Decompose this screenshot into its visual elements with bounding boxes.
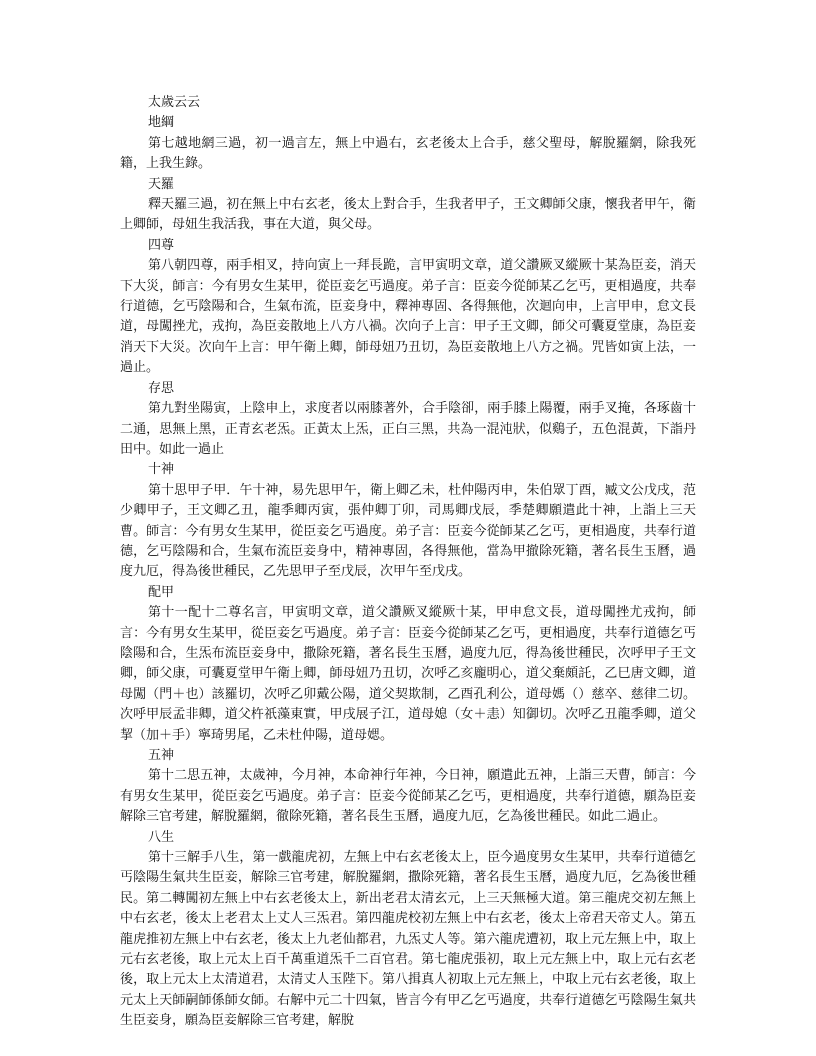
heading-shishen: 十神 — [148, 462, 175, 478]
paragraph-basheng: 第十三解手八生，第一戲龍虎初，左無上中右玄老後太上，臣今過度男女生某甲，共奉行道德乞丐陰陽生氣共生臣妾，解除三官考建，解脫羅網，撒除死籍，著名長生玉曆，過度九厄，乞為後世種民。第二轉闖初左無上中右玄老後太上，新出老君太清玄元，上三天無極大道。第三龍虎交初左無上中右玄老，後太上老君太上丈人三炁君。第四龍虎校初左無上中右玄老，後太上帝君天帝丈人。第五龍虎推初左無上中右玄老，後太上九老仙都君，九炁丈人等。第六龍虎遭初，取上元左無上中，取上元右玄老後，取上元太上百千萬重道炁千二百官君。第七龍虎張初，取上元左無上中，取上元右玄老後，取上元太上太清道君，太清丈人玉陛下。第八揖真人初取上元左無上，中取上元右玄老後，取上元太上天師嗣師係師女師。右解中元二十四氣，皆言今有甲乙乞丐過度，共奉行道德乞丐陰陽生氣共生臣妾身，願為臣妾解除三官考建，解脫 — [120, 850, 696, 1029]
paragraph-cunsi: 第九對坐陽寅，上陰申上，求度者以兩膝著外，合手陰卻，兩手膝上陽覆，兩手叉掩，各琢齒十二通，思無上黑，正青玄老炁。正黃太上炁，正白三黑，共為一混沌狀，似鷄子，五色混黃，下詣丹田中。如此一過止 — [120, 401, 696, 457]
document-page — [120, 93, 696, 1032]
paragraph-sizun: 第八朝四尊，兩手相叉，持向寅上一拜長跪，言甲寅明文章，道父讚厥叉縱厥十某為臣妾，消天下大災，師言：今有男女生某甲，從臣妾乞丐過度。弟子言：臣妾今從師某乙乞丐，更相過度，共奉行道德，乞丐陰陽和合，生氣布流，臣妾身中，釋神專固、各得無他，次迴向申，上言甲申，怠文長道，母闖挫尤，戎拘，為臣妾散地上八方八禍。次向子上言：甲子王文卿，師父可囊夏堂康，為臣妾消天下大災。次向午上言：甲午衛上卿，師母妞乃丑切，為臣妾散地上八方之禍。咒皆如寅上法，一過止。 — [120, 258, 696, 376]
heading-diwang: 地綱 — [148, 115, 175, 131]
heading-tianluo: 天羅 — [148, 176, 175, 192]
paragraph-tianluo: 釋天羅三過，初在無上中右玄老，後太上對合手，生我者甲子，王文卿師父康，懷我者甲午，衛上卿師，母妞生我活我，事在大道，與父母。 — [120, 197, 696, 233]
heading-peijia: 配甲 — [148, 584, 175, 600]
paragraph-shishen: 第十思甲子甲．午十神，易先思甲午，衛上卿乙未，杜仲陽丙申，朱伯眾丁酉，臧文公戊戌，范少卿甲子，王文卿乙丑，龍季卿丙寅，張仲卿丁卯，司馬卿戊辰，季楚卿願遣此十神，上詣上三天曹。師言：今有男女生某甲，從臣妾乞丐過度。弟子言：臣妾今從師某乙乞丐，更相過度，共奉行道德，乞丐陰陽和合，生氣布流臣妾身中，精神專固，各得無他，當為甲撤除死籍，著名長生玉曆，過度九厄，得為後世種民，乙先思甲子至戊辰，次甲午至戊戌。 — [120, 482, 696, 580]
heading-sizun: 四尊 — [148, 237, 175, 253]
heading-taisui: 太歲云云 — [148, 95, 201, 110]
heading-cunsi: 存思 — [148, 380, 175, 396]
paragraph-wushen: 第十二思五神，太歲神，今月神，本命神行年神，今日神，願遣此五神，上詣三天曹，師言：今有男女生某甲，從臣妾乞丐過度。弟子言：臣妾今從師某乙乞丐，更相過度，共奉行道德，願為臣妾解除三官考建，解脫羅網，徹除死籍，著名長生玉曆，過度九厄，乞為後世種民。如此二過止。 — [120, 768, 696, 825]
heading-wushen: 五神 — [148, 748, 175, 763]
heading-basheng: 八生 — [148, 829, 175, 845]
paragraph-peijia: 第十一配十二尊名言，甲寅明文章，道父讚厥叉縱厥十某，甲申怠文長，道母闖挫尤戎拘，師言：今有男女生某甲，從臣妾乞丐過度。弟子言：臣妾今從師某乙乞丐，更相過度，共奉行道德乞丐陰陽和合，生炁布流臣妾身中，撒除死籍，著名長生玉曆，過度九厄，得為後世種民，次呼甲子王文卿，師父康，可囊夏堂甲午衛上卿，師母妞乃丑切，次呼乙亥龐明心，道父棄頗託，乙巳唐文卿，道母闖（門＋也）該羅切，次呼乙卯戴公陽，道父契欺制，乙酉孔利公，道母媽（）慈卒、慈律二切。次呼甲辰孟非卿，道父杵祇藻東實，甲戌展子江，道母媳（女＋恚）知御切。次呼乙丑龍季卿，道父挈（加＋手）寧琦男尾，乙未杜仲陽，道母媤。 — [120, 605, 696, 743]
paragraph-diwang: 第七越地網三過，初一過言左，無上中過右，玄老後太上合手，慈父聖母，解脫羅網，除我死籍，上我生錄。 — [120, 135, 696, 172]
